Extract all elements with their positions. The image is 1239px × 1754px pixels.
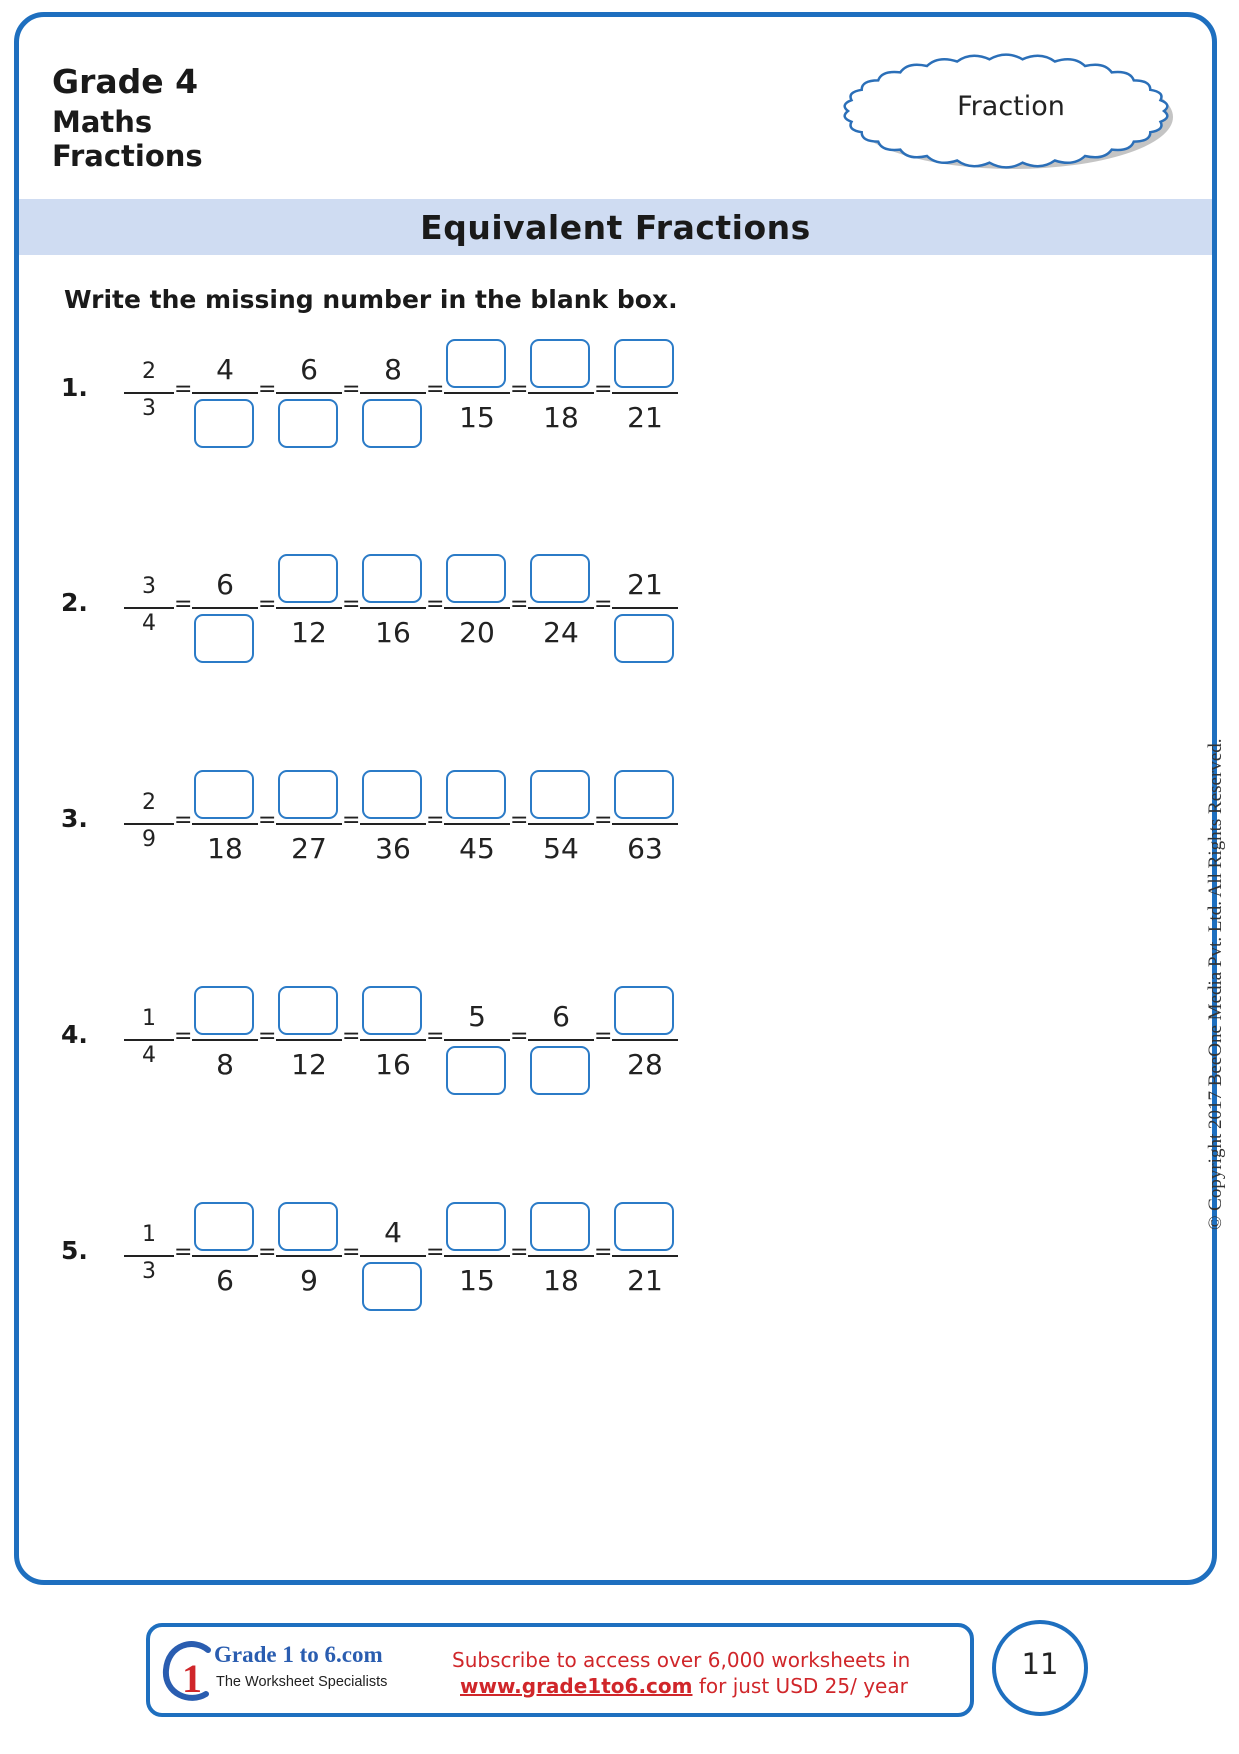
equals-sign: = (174, 1024, 193, 1049)
fraction-bar (360, 392, 426, 394)
denominator: 28 (627, 1048, 663, 1081)
instruction-text: Write the missing number in the blank box. (64, 285, 678, 314)
logo-name: Grade 1 to 6.com (214, 1642, 383, 1667)
equals-sign: = (342, 1024, 361, 1049)
fraction-bar (192, 607, 258, 609)
denominator: 36 (375, 832, 411, 865)
numerator-answer-box[interactable] (362, 554, 422, 603)
equals-sign: = (342, 1240, 361, 1265)
equals-sign: = (426, 377, 445, 402)
fraction-bar (360, 607, 426, 609)
denominator: 4 (142, 1043, 156, 1068)
equivalent-fraction (444, 980, 510, 1100)
problem-number: 2. (61, 588, 88, 617)
numerator: 8 (384, 353, 402, 386)
fraction-bar (528, 1255, 594, 1257)
equals-sign: = (510, 1024, 529, 1049)
equals-sign: = (258, 1240, 277, 1265)
equals-sign: = (426, 1024, 445, 1049)
equivalent-fraction (360, 764, 426, 884)
numerator: 3 (142, 574, 156, 599)
equivalent-fraction (612, 764, 678, 884)
equivalent-fraction (612, 1196, 678, 1316)
denominator: 27 (291, 832, 327, 865)
denominator: 24 (543, 616, 579, 649)
equivalent-fraction (528, 333, 594, 453)
equivalent-fraction (192, 1196, 258, 1316)
equals-sign: = (174, 808, 193, 833)
equivalent-fraction (360, 548, 426, 668)
numerator-answer-box[interactable] (278, 1202, 338, 1251)
equivalent-fraction (444, 333, 510, 453)
page-number: 11 (1021, 1647, 1059, 1681)
equals-sign: = (174, 592, 193, 617)
fraction-bar (276, 392, 342, 394)
promo-link[interactable]: www.grade1to6.com (460, 1674, 693, 1698)
numerator-answer-box[interactable] (530, 770, 590, 819)
fraction-bar (124, 607, 174, 609)
numerator: 6 (300, 353, 318, 386)
denominator: 21 (627, 401, 663, 434)
grade-label: Grade 4 (52, 62, 199, 101)
denominator: 12 (291, 616, 327, 649)
problem-row (19, 548, 819, 668)
numerator: 4 (216, 353, 234, 386)
equivalent-fraction (444, 764, 510, 884)
denominator-answer-box[interactable] (362, 1262, 422, 1311)
page-title: Equivalent Fractions (420, 208, 811, 247)
equivalent-fraction (360, 1196, 426, 1316)
numerator: 6 (216, 568, 234, 601)
denominator: 16 (375, 1048, 411, 1081)
denominator: 15 (459, 401, 495, 434)
numerator: 4 (384, 1216, 402, 1249)
fraction-bar (444, 607, 510, 609)
equals-sign: = (594, 592, 613, 617)
equivalent-fraction (360, 333, 426, 453)
equivalent-fraction (612, 980, 678, 1100)
fraction-bar (444, 823, 510, 825)
promo-line-2 (460, 1674, 908, 1698)
equals-sign: = (342, 592, 361, 617)
equals-sign: = (594, 377, 613, 402)
fraction-bar (444, 392, 510, 394)
fraction-bar (612, 823, 678, 825)
numerator-answer-box[interactable] (446, 554, 506, 603)
equals-sign: = (342, 808, 361, 833)
denominator: 6 (216, 1264, 234, 1297)
denominator: 8 (216, 1048, 234, 1081)
denominator-answer-box[interactable] (278, 399, 338, 448)
denominator-answer-box[interactable] (530, 1046, 590, 1095)
denominator-answer-box[interactable] (194, 399, 254, 448)
equals-sign: = (174, 377, 193, 402)
numerator: 6 (552, 1000, 570, 1033)
problem-number: 3. (61, 804, 88, 833)
numerator-answer-box[interactable] (278, 770, 338, 819)
fraction-bar (528, 1039, 594, 1041)
denominator: 12 (291, 1048, 327, 1081)
denominator: 20 (459, 616, 495, 649)
equivalent-fraction (528, 548, 594, 668)
equals-sign: = (594, 808, 613, 833)
given-fraction (124, 548, 174, 668)
equals-sign: = (510, 1240, 529, 1265)
equivalent-fraction (612, 333, 678, 453)
problem-number: 1. (61, 373, 88, 402)
numerator-answer-box[interactable] (614, 339, 674, 388)
denominator-answer-box[interactable] (362, 399, 422, 448)
numerator-answer-box[interactable] (446, 339, 506, 388)
fraction-bar (276, 823, 342, 825)
numerator-answer-box[interactable] (362, 770, 422, 819)
equals-sign: = (426, 808, 445, 833)
denominator: 9 (142, 827, 156, 852)
equals-sign: = (594, 1240, 613, 1265)
fraction-bar (612, 607, 678, 609)
equivalent-fraction (192, 980, 258, 1100)
fraction-bar (360, 823, 426, 825)
equivalent-fraction (528, 980, 594, 1100)
fraction-bar (124, 1039, 174, 1041)
equals-sign: = (594, 1024, 613, 1049)
fraction-bar (612, 392, 678, 394)
fraction-bar (192, 1039, 258, 1041)
numerator-answer-box[interactable] (278, 554, 338, 603)
equals-sign: = (510, 808, 529, 833)
denominator: 4 (142, 611, 156, 636)
numerator: 1 (142, 1222, 156, 1247)
numerator-answer-box[interactable] (194, 770, 254, 819)
numerator-answer-box[interactable] (530, 1202, 590, 1251)
fraction-bar (528, 823, 594, 825)
given-fraction (124, 764, 174, 884)
fraction-bar (192, 823, 258, 825)
equals-sign: = (342, 377, 361, 402)
numerator: 5 (468, 1000, 486, 1033)
fraction-bar (444, 1255, 510, 1257)
problem-row (19, 1196, 819, 1316)
given-fraction (124, 333, 174, 453)
given-fraction (124, 1196, 174, 1316)
fraction-bar (192, 392, 258, 394)
fraction-bar (276, 607, 342, 609)
equals-sign: = (258, 377, 277, 402)
numerator-answer-box[interactable] (278, 986, 338, 1035)
fraction-bar (528, 607, 594, 609)
given-fraction (124, 980, 174, 1100)
equals-sign: = (426, 1240, 445, 1265)
equivalent-fraction (276, 764, 342, 884)
fraction-bar (444, 1039, 510, 1041)
numerator-answer-box[interactable] (446, 1202, 506, 1251)
equals-sign: = (510, 377, 529, 402)
equivalent-fraction (444, 1196, 510, 1316)
denominator-answer-box[interactable] (614, 614, 674, 663)
problem-row (19, 333, 819, 453)
problem-row (19, 764, 819, 884)
equivalent-fraction (612, 548, 678, 668)
numerator: 21 (627, 568, 663, 601)
topic-label: Fractions (52, 139, 203, 173)
fraction-bar (124, 392, 174, 394)
numerator-answer-box[interactable] (446, 770, 506, 819)
denominator-answer-box[interactable] (446, 1046, 506, 1095)
logo-glyph: 1 (182, 1656, 202, 1701)
fraction-bar (528, 392, 594, 394)
numerator-answer-box[interactable] (362, 986, 422, 1035)
logo-icon (160, 1636, 218, 1706)
denominator: 18 (543, 401, 579, 434)
problem-row (19, 980, 819, 1100)
numerator-answer-box[interactable] (614, 986, 674, 1035)
denominator: 21 (627, 1264, 663, 1297)
denominator: 18 (543, 1264, 579, 1297)
numerator: 2 (142, 790, 156, 815)
problem-number: 5. (61, 1236, 88, 1265)
numerator-answer-box[interactable] (194, 986, 254, 1035)
numerator: 1 (142, 1006, 156, 1031)
equivalent-fraction (276, 980, 342, 1100)
equals-sign: = (510, 592, 529, 617)
copyright-notice: © Copyright 2017 BeeOne Media Pvt. Ltd. All Rights Reserved. (1205, 738, 1226, 1230)
equals-sign: = (426, 592, 445, 617)
numerator: 2 (142, 359, 156, 384)
fraction-bar (612, 1039, 678, 1041)
equals-sign: = (258, 808, 277, 833)
promo-line-2-rest: for just USD 25/ year (692, 1674, 908, 1698)
equivalent-fraction (444, 548, 510, 668)
numerator-answer-box[interactable] (530, 339, 590, 388)
fraction-bar (124, 823, 174, 825)
equivalent-fraction (192, 333, 258, 453)
fraction-bar (276, 1039, 342, 1041)
equivalent-fraction (192, 548, 258, 668)
denominator: 9 (300, 1264, 318, 1297)
equivalent-fraction (360, 980, 426, 1100)
badge-text: Fraction (957, 91, 1065, 122)
numerator-answer-box[interactable] (614, 1202, 674, 1251)
subject-label: Maths (52, 105, 153, 139)
denominator: 45 (459, 832, 495, 865)
equivalent-fraction (276, 548, 342, 668)
denominator-answer-box[interactable] (194, 614, 254, 663)
fraction-bar (124, 1255, 174, 1257)
fraction-bar (192, 1255, 258, 1257)
equals-sign: = (258, 1024, 277, 1049)
denominator: 18 (207, 832, 243, 865)
denominator: 3 (142, 396, 156, 421)
denominator: 3 (142, 1259, 156, 1284)
fraction-bar (276, 1255, 342, 1257)
equals-sign: = (258, 592, 277, 617)
denominator: 54 (543, 832, 579, 865)
equivalent-fraction (528, 1196, 594, 1316)
fraction-bar (612, 1255, 678, 1257)
fraction-bar (360, 1039, 426, 1041)
equivalent-fraction (528, 764, 594, 884)
numerator-answer-box[interactable] (614, 770, 674, 819)
denominator: 16 (375, 616, 411, 649)
equivalent-fraction (192, 764, 258, 884)
denominator: 15 (459, 1264, 495, 1297)
denominator: 63 (627, 832, 663, 865)
worksheet-frame (14, 12, 1217, 1585)
logo-tagline: The Worksheet Specialists (216, 1674, 388, 1690)
equivalent-fraction (276, 333, 342, 453)
numerator-answer-box[interactable] (530, 554, 590, 603)
numerator-answer-box[interactable] (194, 1202, 254, 1251)
problem-number: 4. (61, 1020, 88, 1049)
equivalent-fraction (276, 1196, 342, 1316)
fraction-bar (360, 1255, 426, 1257)
promo-line-1: Subscribe to access over 6,000 worksheets in (452, 1648, 911, 1672)
equals-sign: = (174, 1240, 193, 1265)
